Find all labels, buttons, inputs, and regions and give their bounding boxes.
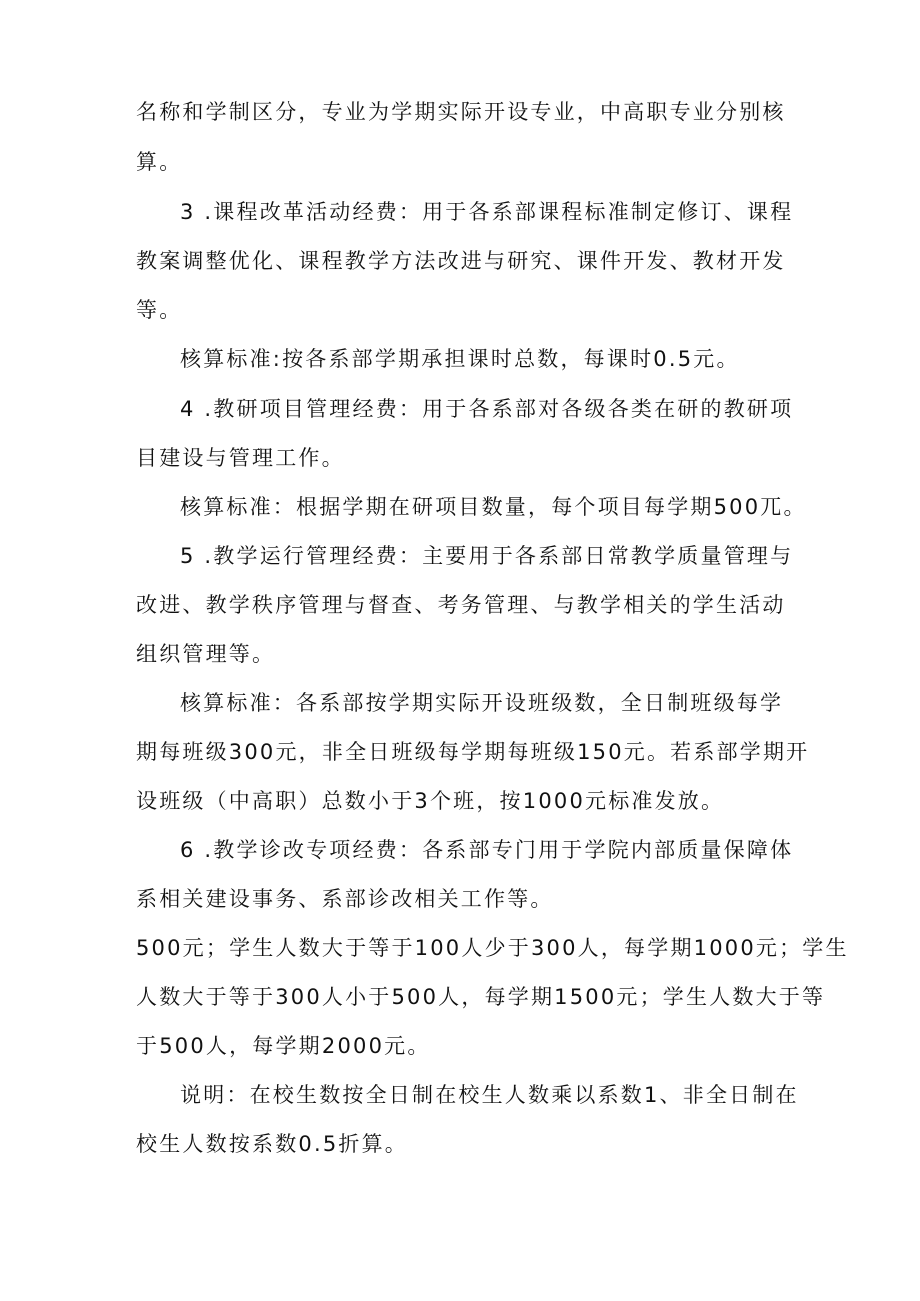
text-line: 目建设与管理工作。 xyxy=(136,446,345,470)
text-line: 3 .课程改革活动经费：用于各系部课程标准制定修订、课程 xyxy=(180,200,794,224)
text-line: 教案调整优化、课程教学方法改进与研究、课件开发、教材开发 xyxy=(136,249,786,273)
text-line: 说明：在校生数按全日制在校生人数乘以系数1、非全日制在 xyxy=(180,1083,799,1107)
text-line: 算。 xyxy=(136,150,183,174)
text-line: 500元；学生人数大于等于100人少于300人，每学期1000元；学生 xyxy=(136,936,849,960)
text-line: 核算标准：各系部按学期实际开设班级数，全日制班级每学 xyxy=(180,691,784,715)
text-line: 人数大于等于300人小于500人，每学期1500元；学生人数大于等 xyxy=(136,985,826,1009)
text-line: 期每班级300元，非全日班级每学期每班级150元。若系部学期开 xyxy=(136,740,810,764)
text-line: 5 .教学运行管理经费：主要用于各系部日常教学质量管理与 xyxy=(180,544,794,568)
text-line: 组织管理等。 xyxy=(136,642,276,666)
text-line: 6 .教学诊改专项经费：各系部专门用于学院内部质量保障体 xyxy=(180,838,794,862)
text-line: 名称和学制区分，专业为学期实际开设专业，中高职专业分别核 xyxy=(136,100,786,124)
text-line: 等。 xyxy=(136,298,183,322)
text-line: 于500人，每学期2000元。 xyxy=(136,1034,431,1058)
text-line: 系相关建设事务、系部诊改相关工作等。 xyxy=(136,887,554,911)
text-line: 核算标准:按各系部学期承担课时总数，每课时0.5元。 xyxy=(180,347,740,371)
text-line: 校生人数按系数0.5折算。 xyxy=(136,1132,408,1156)
text-line: 改进、教学秩序管理与督查、考务管理、与教学相关的学生活动 xyxy=(136,593,786,617)
text-line: 4 .教研项目管理经费：用于各系部对各级各类在研的教研项 xyxy=(180,397,794,421)
text-line: 核算标准：根据学期在研项目数量，每个项目每学期500兀。 xyxy=(180,495,807,519)
text-line: 设班级（中高职）总数小于3个班，按1000元标准发放。 xyxy=(136,789,725,813)
